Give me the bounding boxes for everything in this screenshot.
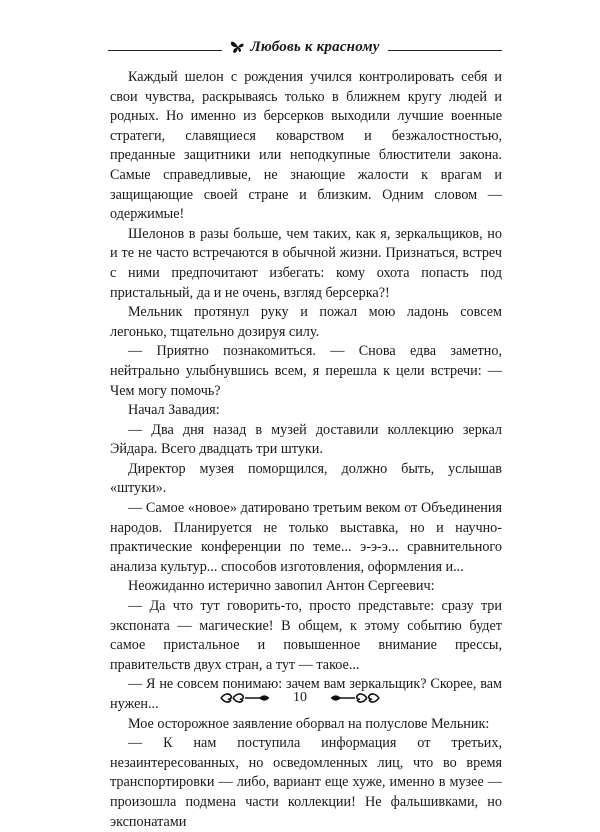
paragraph: Каждый шелон с рождения учился контролировать себя и свои чувства, раскрываясь только в ближнем кругу людей и родных. Но именно из берсерков выходили лучшие военные стратеги, славящиеся коварством и безжалостностью, преданные защитники или неподкупные блюстители закона. Самые справедливые, не знающие жалости к врагам и защищающие своей стране и близким. Одним словом — одержимые! <box>110 69 502 223</box>
header-left-rule <box>108 50 222 51</box>
running-title: Любовь к красному <box>250 38 380 55</box>
paragraph: Мое осторожное заявление оборвал на полуслове Мельник: <box>128 715 490 732</box>
paragraph: — Я не совсем понимаю: зачем вам зеркальщик? Скорее, вам нужен... <box>110 676 502 712</box>
header-center <box>222 39 387 56</box>
left-flourish-icon <box>219 691 271 705</box>
paragraph: Начал Завадия: <box>128 402 220 419</box>
right-flourish-icon <box>329 691 381 705</box>
paragraph: — Самое «новое» датировано третьим веком от Объединения народов. Планируется не только выставка, но и научно-практические конференции по теме... э-э-э... сравнительного анализа культур... способов изготовления, оформления и... <box>110 500 502 575</box>
page-footer <box>200 686 400 710</box>
page-number: 10 <box>293 690 307 705</box>
paragraph: Директор музея поморщился, должно быть, услышав «штуки». <box>110 460 502 497</box>
paragraph: — К нам поступила информация от третьих, незаинтересованных, но осведомленных лиц, что во время транспортировки — либо, вариант еще хуже, именно в музее — произошла подмена части коллекции! Не фальшивками, но экспонатами <box>110 735 502 830</box>
body-text <box>110 68 502 832</box>
paragraph: — Да что тут говорить-то, просто представьте: сразу три экспоната — магические! В общем, к этому событию будет самое пристальное и повышенное внимание прессы, правительств двух стран, а тут — такое... <box>110 598 502 673</box>
paragraph: — Два дня назад в музей доставили коллекцию зеркал Эйдара. Всего двадцать три штуки. <box>110 421 502 458</box>
header-right-rule <box>388 50 502 51</box>
paragraph: Шелонов в разы больше, чем таких, как я, зеркальщиков, но и те не часто встречаются в обычной жизни. Признаться, встреч с ними предпочитают избегать: кому охота попасть под пристальный, да и не очень, взгляд берсерка?! <box>110 225 502 301</box>
paragraph: Мельник протянул руку и пожал мою ладонь совсем легонько, тщательно дозируя силу. <box>110 304 502 340</box>
paragraph: — Приятно познакомиться. — Снова едва заметно, нейтрально улыбнувшись всем, я перешла к цели встречи: — Чем могу помочь? <box>110 343 502 399</box>
paragraph: Неожиданно истерично завопил Антон Сергеевич: <box>128 578 435 595</box>
running-header <box>108 34 502 60</box>
butterfly-icon <box>230 40 246 54</box>
